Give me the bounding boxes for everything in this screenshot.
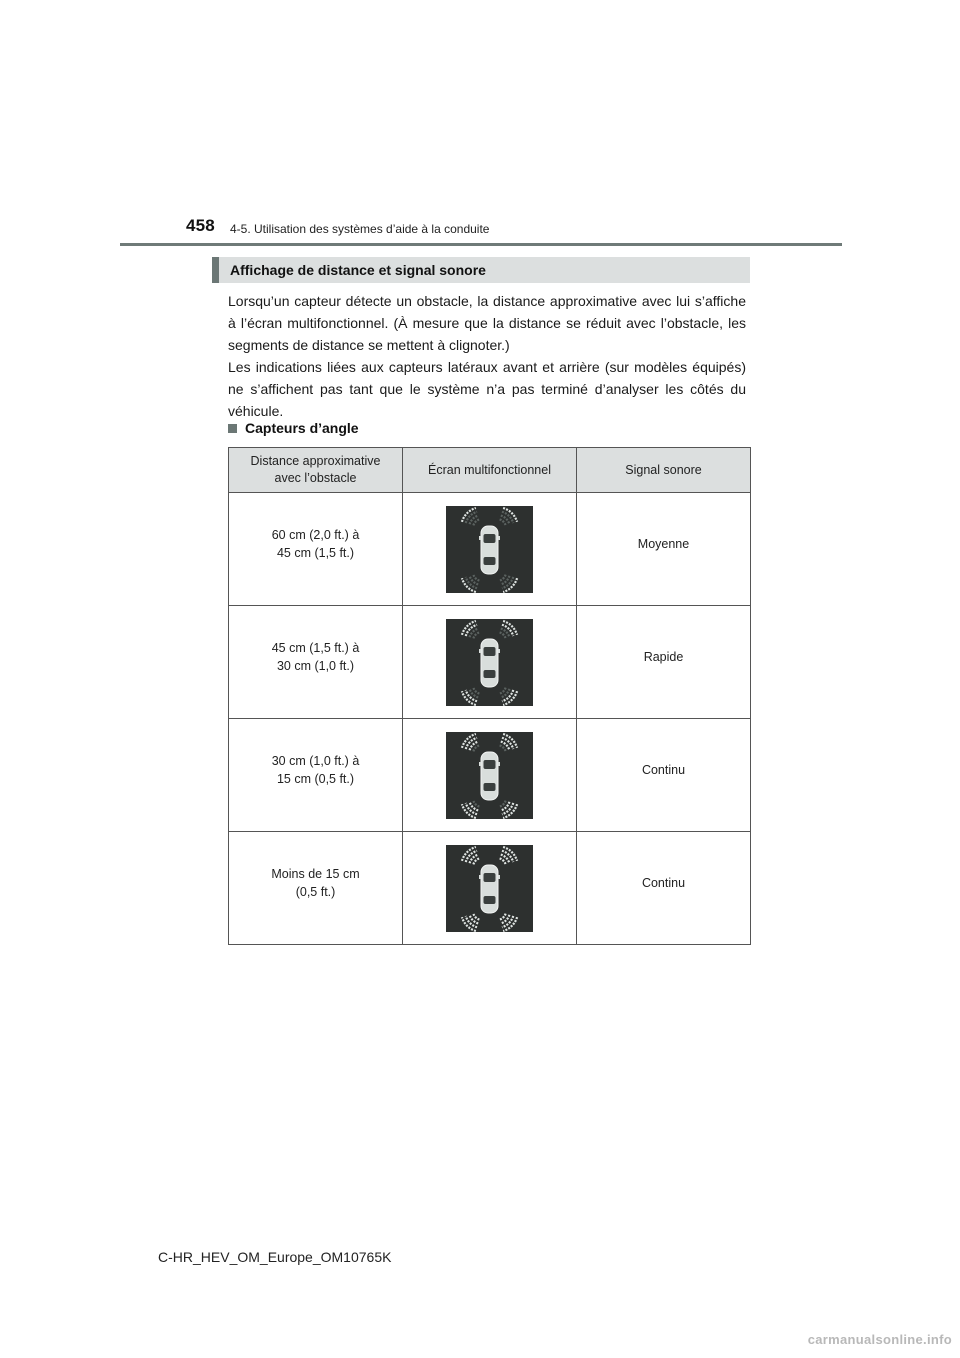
header-sound: Signal sonore [577, 448, 751, 493]
sound-cell: Continu [577, 832, 751, 945]
display-cell [403, 493, 577, 606]
parking-sensor-display-icon [446, 732, 533, 819]
distance-line-2: 45 cm (1,5 ft.) [276, 546, 355, 560]
table-row [229, 832, 751, 945]
header-display: Écran multifonctionnel [403, 448, 577, 493]
display-cell [403, 719, 577, 832]
distance-line-2: 30 cm (1,0 ft.) [276, 659, 355, 673]
car-top-view-icon [479, 865, 500, 913]
footer-document-id: C-HR_HEV_OM_Europe_OM10765K [158, 1249, 392, 1265]
distance-line-1: Moins de 15 cm [271, 867, 360, 881]
subheading [228, 420, 359, 436]
distance-line-1: 60 cm (2,0 ft.) à [271, 528, 360, 542]
sound-cell: Rapide [577, 606, 751, 719]
car-top-view-icon [479, 639, 500, 687]
distance-line-1: 45 cm (1,5 ft.) à [271, 641, 360, 655]
parking-sensor-display-icon [446, 506, 533, 593]
sound-cell: Continu [577, 719, 751, 832]
table-header-row [229, 448, 751, 493]
header-distance: Distance approximative avec l’obstacle [229, 448, 403, 493]
car-top-view-icon [479, 526, 500, 574]
display-cell [403, 606, 577, 719]
body-paragraph-2: Les indications liées aux capteurs latéraux avant et arrière (sur modèles équipés) ne s’affichent pas tant que le système n’a pas terminé d’analyser les côtés du véhicule. [228, 359, 746, 419]
car-top-view-icon [479, 752, 500, 800]
table-row [229, 493, 751, 606]
parking-sensor-display-icon [446, 845, 533, 932]
display-cell [403, 832, 577, 945]
square-bullet-icon [228, 424, 237, 433]
distance-cell [229, 719, 403, 832]
header-rule [120, 243, 842, 246]
watermark: carmanualsonline.info [807, 1332, 952, 1347]
table-row [229, 606, 751, 719]
distance-table [228, 447, 751, 945]
body-paragraph-1: Lorsqu’un capteur détecte un obstacle, la distance approximative avec lui s’affiche à l’écran multifonctionnel. (À mesure que la distance se réduit avec l’obstacle, les segments de distance se mettent à clignoter.) [228, 293, 746, 353]
page-number: 458 [186, 216, 215, 235]
distance-line-1: 30 cm (1,0 ft.) à [271, 754, 360, 768]
section-heading-text: Affichage de distance et signal sonore [230, 262, 486, 278]
body-text [228, 290, 746, 422]
distance-cell [229, 493, 403, 606]
distance-cell [229, 606, 403, 719]
sound-cell: Moyenne [577, 493, 751, 606]
parking-sensor-display-icon [446, 619, 533, 706]
section-heading [212, 257, 750, 283]
running-header: 4-5. Utilisation des systèmes d’aide à la conduite [230, 222, 490, 236]
distance-line-2: (0,5 ft.) [295, 885, 336, 899]
distance-cell [229, 832, 403, 945]
table-row [229, 719, 751, 832]
distance-line-2: 15 cm (0,5 ft.) [276, 772, 355, 786]
subheading-text: Capteurs d’angle [245, 420, 359, 436]
